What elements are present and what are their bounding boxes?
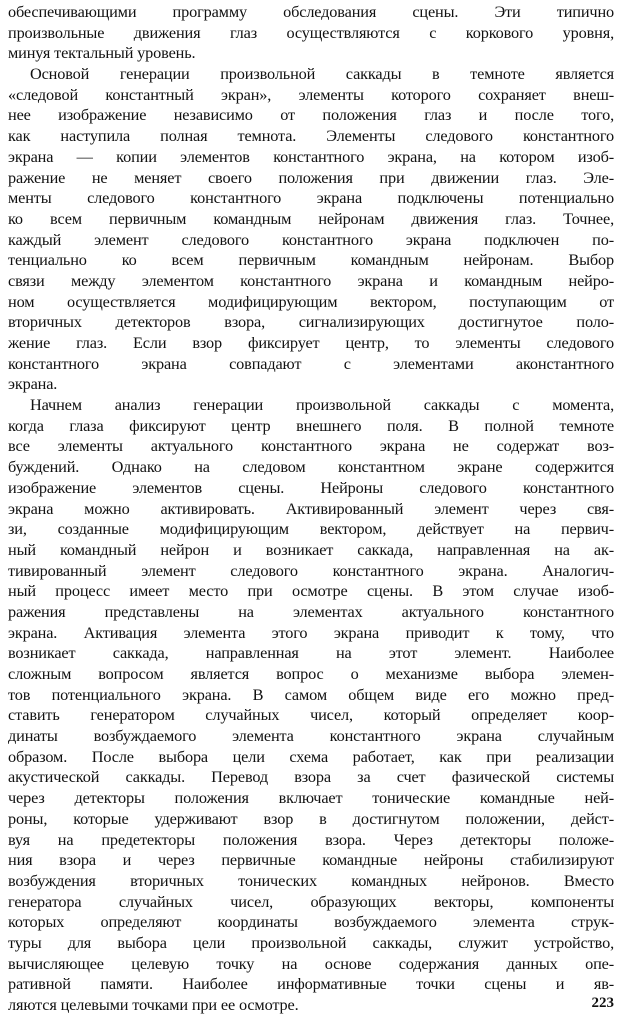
text-line: вычисляющее целевую точку на основе содержания данных опе-	[8, 953, 614, 973]
text-line: буждений. Однако на следовом константном экране содержится	[8, 457, 614, 477]
text-line: нее изображение независимо от положения глаз и после того,	[8, 105, 614, 125]
text-line: Начнем анализ генерации произвольной саккады с момента,	[30, 395, 614, 415]
text-line: возникает саккада, направленная на этот элемент. Наиболее	[8, 643, 614, 663]
text-line: ставить генератором случайных чисел, который определяет коор-	[8, 705, 614, 725]
text-line: минуя тектальный уровень.	[8, 43, 196, 63]
text-line: ляются целевыми точками при ее осмотре.	[8, 995, 299, 1014]
text-line: тивированный элемент следового константного экрана. Аналогич-	[8, 560, 614, 580]
text-line: как наступила полная темнота. Элементы следового константного	[8, 126, 614, 146]
text-line: когда глаза фиксируют центр внешнего поля. В полной темноте	[8, 415, 614, 435]
text-line: «следовой константный экран», элементы которого сохраняет внеш-	[8, 84, 614, 104]
text-line: туры для выбора цели произвольной саккады, служит устройство,	[8, 932, 614, 952]
text-line: Основой генерации произвольной саккады в темноте является	[30, 64, 614, 84]
text-line: все элементы актуального константного экрана не содержат воз-	[8, 436, 614, 456]
text-line: ражения представлены на элементах актуального константного	[8, 601, 614, 621]
text-line: экрана. Активация элемента этого экрана приводит к тому, что	[8, 622, 614, 642]
text-line: зи, созданные модифицирующим вектором, действует на первич-	[8, 519, 614, 539]
text-line: ко всем первичным командным нейронам движения глаз. Точнее,	[8, 208, 614, 228]
text-line: каждый элемент следового константного экрана подключен по-	[8, 229, 614, 249]
text-line: произвольные движения глаз осуществляются с коркового уровня,	[8, 22, 614, 42]
text-line: связи между элементом константного экрана и командным нейро-	[8, 270, 614, 290]
text-line: ный командный нейрон и возникает саккада, направленная на ак-	[8, 539, 614, 559]
text-line: экрана — копии элементов константного экрана, на котором изоб-	[8, 146, 614, 166]
text-line: акустической саккады. Перевод взора за счет фазической системы	[8, 767, 614, 787]
text-line: образом. После выбора цели схема работает, как при реализации	[8, 746, 614, 766]
text-line: тов потенциального экрана. В самом общем виде его можно пред-	[8, 684, 614, 704]
text-line: ном осуществляется модифицирующим вектором, поступающим от	[8, 291, 614, 311]
text-line: ния взора и через первичные командные нейроны стабилизируют	[8, 850, 614, 870]
text-line: менты следового константного экрана подключены потенциально	[8, 188, 614, 208]
text-line: экрана.	[8, 374, 58, 394]
text-line: тенциально ко всем первичным командным нейронам. Выбор	[8, 250, 614, 270]
page-number: 223	[591, 995, 614, 1011]
text-line: экрана можно активировать. Активированный элемент через свя-	[8, 498, 614, 518]
text-line: вуя на предетекторы положения взора. Через детекторы положе-	[8, 829, 614, 849]
text-line: возбуждения вторичных тонических командных нейронов. Вместо	[8, 870, 614, 890]
text-line: генератора случайных чисел, образующих векторы, компоненты	[8, 891, 614, 911]
text-line: ражение не меняет своего положения при движении глаз. Эле-	[8, 167, 614, 187]
text-line: сложным вопросом является вопрос о механизме выбора элемен-	[8, 664, 614, 683]
text-line: ный процесс имеет место при осмотре сцены. В этом случае изоб-	[8, 581, 614, 601]
text-line: роны, которые удерживают взор в достигнутом положении, дейст-	[8, 808, 614, 828]
text-line: которых определяют координаты возбуждаемого элемента струк-	[8, 912, 614, 932]
text-line: вторичных детекторов взора, сигнализирующих достигнутое поло-	[8, 312, 614, 332]
text-line: динаты возбуждаемого элемента константного экрана случайным	[8, 726, 614, 746]
text-line: константного экрана совпадают с элементами аконстантного	[8, 353, 614, 373]
body-text	[8, 2, 614, 1016]
text-line: через детекторы положения включает тонические командные ней-	[8, 788, 614, 808]
text-line: изображение элементов сцены. Нейроны следового константного	[8, 477, 614, 497]
text-line: обеспечивающими программу обследования сцены. Эти типично	[8, 2, 614, 21]
text-line: ративной памяти. Наиболее информативные точки сцены и яв-	[8, 974, 614, 994]
text-line: жение глаз. Если взор фиксирует центр, то элементы следового	[8, 333, 614, 352]
